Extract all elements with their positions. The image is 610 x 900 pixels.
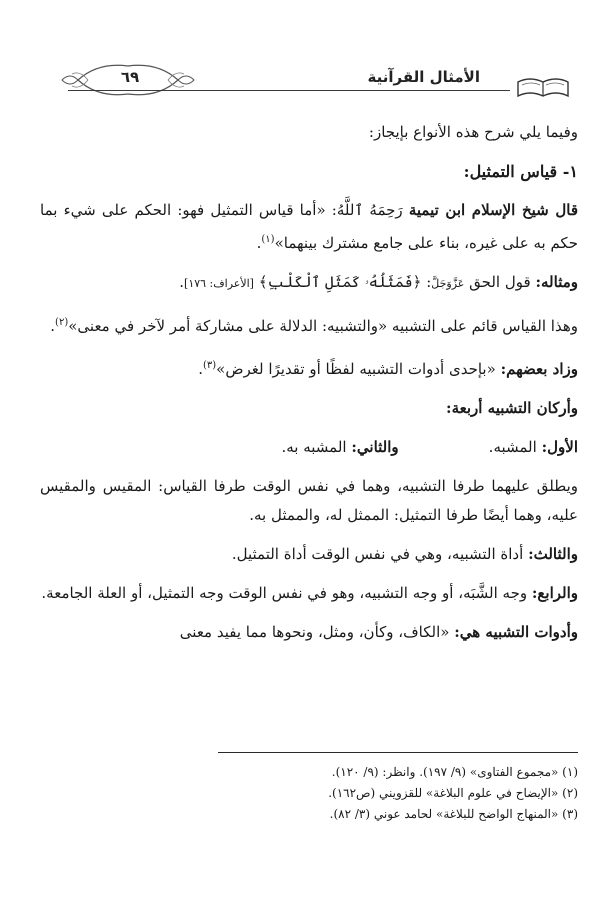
paragraph-lead: وزاد بعضهم:	[500, 360, 578, 378]
paragraph-addition: وزاد بعضهم: «بإحدى أدوات التشبيه لفظًا أو تقديرًا لغرض»$^{(٣)}$.	[198, 360, 578, 378]
header-divider	[68, 90, 510, 91]
honorific: رَحِمَهُ ٱللَّهُ	[336, 201, 403, 219]
pillar-third	[40, 540, 578, 569]
paragraph-lead: قال شيخ الإسلام ابن تيمية	[408, 201, 578, 219]
honorific: عَزَّوَجَلَّ	[431, 277, 465, 290]
pillar-lead: والثالث:	[528, 545, 578, 563]
pillar-text: أداة التشبيه، وهي في نفس الوقت أداة التمثيل.	[231, 545, 524, 563]
pillar-text: المشبه.	[488, 438, 537, 456]
pillar-text: وجه الشَّبَه، أو وجه التشبيه، وهو في نفس الوقت وجه التمثيل، أو العلة الجامعة.	[41, 584, 528, 602]
pillar-second	[281, 433, 398, 462]
running-title: الأمثال القرآنية	[367, 68, 480, 86]
footnote-item: (٢) «الإيضاح في علوم البلاغة» للقزويني (ص١٦٢).	[328, 786, 578, 800]
pillar-lead: والثاني:	[351, 438, 399, 456]
footnote-divider	[218, 752, 578, 753]
paragraph-example: ومثاله: قول الحق عَزَّوَجَلَّ: ﴿فَمَثَلُهُۥ كَمَثَلِ ٱلْكَلْبِ﴾ [الأعراف: ١٧٦].	[179, 273, 578, 291]
quran-verse: ﴿فَمَثَلُهُۥ كَمَثَلِ ٱلْكَلْبِ﴾	[258, 273, 422, 291]
pillars-heading: وأركان التشبيه أربعة:	[446, 399, 578, 417]
intro-paragraph: وفيما يلي شرح هذه الأنواع بإيجاز:	[368, 123, 578, 141]
pillar-lead: والرابع:	[531, 584, 578, 602]
pillar-fourth	[40, 579, 578, 608]
pillar-text: المشبه به.	[281, 438, 347, 456]
tools-text: «الكاف، وكأن، ومثل، ونحوها مما يفيد معنى	[179, 623, 450, 641]
footnote-item: (١) «مجموع الفتاوى» (٩/ ١٩٧). وانظر: (٩/ ١٢٠).	[331, 765, 578, 779]
footnote-item: (٣) «المنهاج الواضح للبلاغة» لحامد عوني (٣/ ٨٢).	[329, 807, 578, 821]
verse-reference: [الأعراف: ١٧٦]	[184, 277, 254, 290]
footnotes	[40, 762, 578, 825]
footnote-marker: (٣)	[202, 360, 217, 371]
addition-text: «بإحدى أدوات التشبيه لفظًا أو تقديرًا لغرض»	[216, 360, 496, 378]
example-text: قول الحق	[469, 273, 531, 291]
paragraph-lead: ومثاله:	[535, 273, 578, 291]
page-body	[40, 118, 578, 657]
pillar-lead: الأول:	[541, 438, 578, 456]
page-number: ٦٩	[120, 68, 140, 86]
paragraph-extremes: ويطلق عليهما طرفا التشبيه، وهما في نفس الوقت طرفا القياس: المقيس والمقيس عليه، وهما أيضًا طرفا التمثيل: الممثل له، والممثل به.	[40, 477, 578, 524]
paragraph-ibn-taymiyyah: قال شيخ الإسلام ابن تيمية رَحِمَهُ ٱللَّهُ: «أما قياس التمثيل فهو: الحكم على شيء بما حكم به على غيره، بناء على جامع مشترك بينهما»$^{(١)}$.	[40, 201, 578, 252]
tashbih-text: وهذا القياس قائم على التشبيه «والتشبيه: الدلالة على مشاركة أمر لآخر في معنى»	[68, 317, 578, 335]
pillar-first	[489, 433, 578, 462]
paragraph-tools	[40, 618, 578, 647]
open-book-icon	[516, 74, 570, 100]
page-header	[58, 58, 570, 106]
paragraph-lead: وأدوات التشبيه هي:	[454, 623, 578, 641]
footnote-marker: (١)	[261, 234, 275, 245]
paragraph-tashbih: وهذا القياس قائم على التشبيه «والتشبيه: الدلالة على مشاركة أمر لآخر في معنى»$^{(٢)}$.	[50, 317, 578, 335]
pillars-row	[40, 433, 578, 462]
section-heading: ١- قياس التمثيل:	[463, 162, 578, 181]
quote-text: : «أما قياس التمثيل فهو: الحكم على شيء بما حكم به على غيره، بناء على جامع مشترك بينهما»	[40, 201, 578, 252]
footnote-marker: (٢)	[55, 317, 69, 328]
